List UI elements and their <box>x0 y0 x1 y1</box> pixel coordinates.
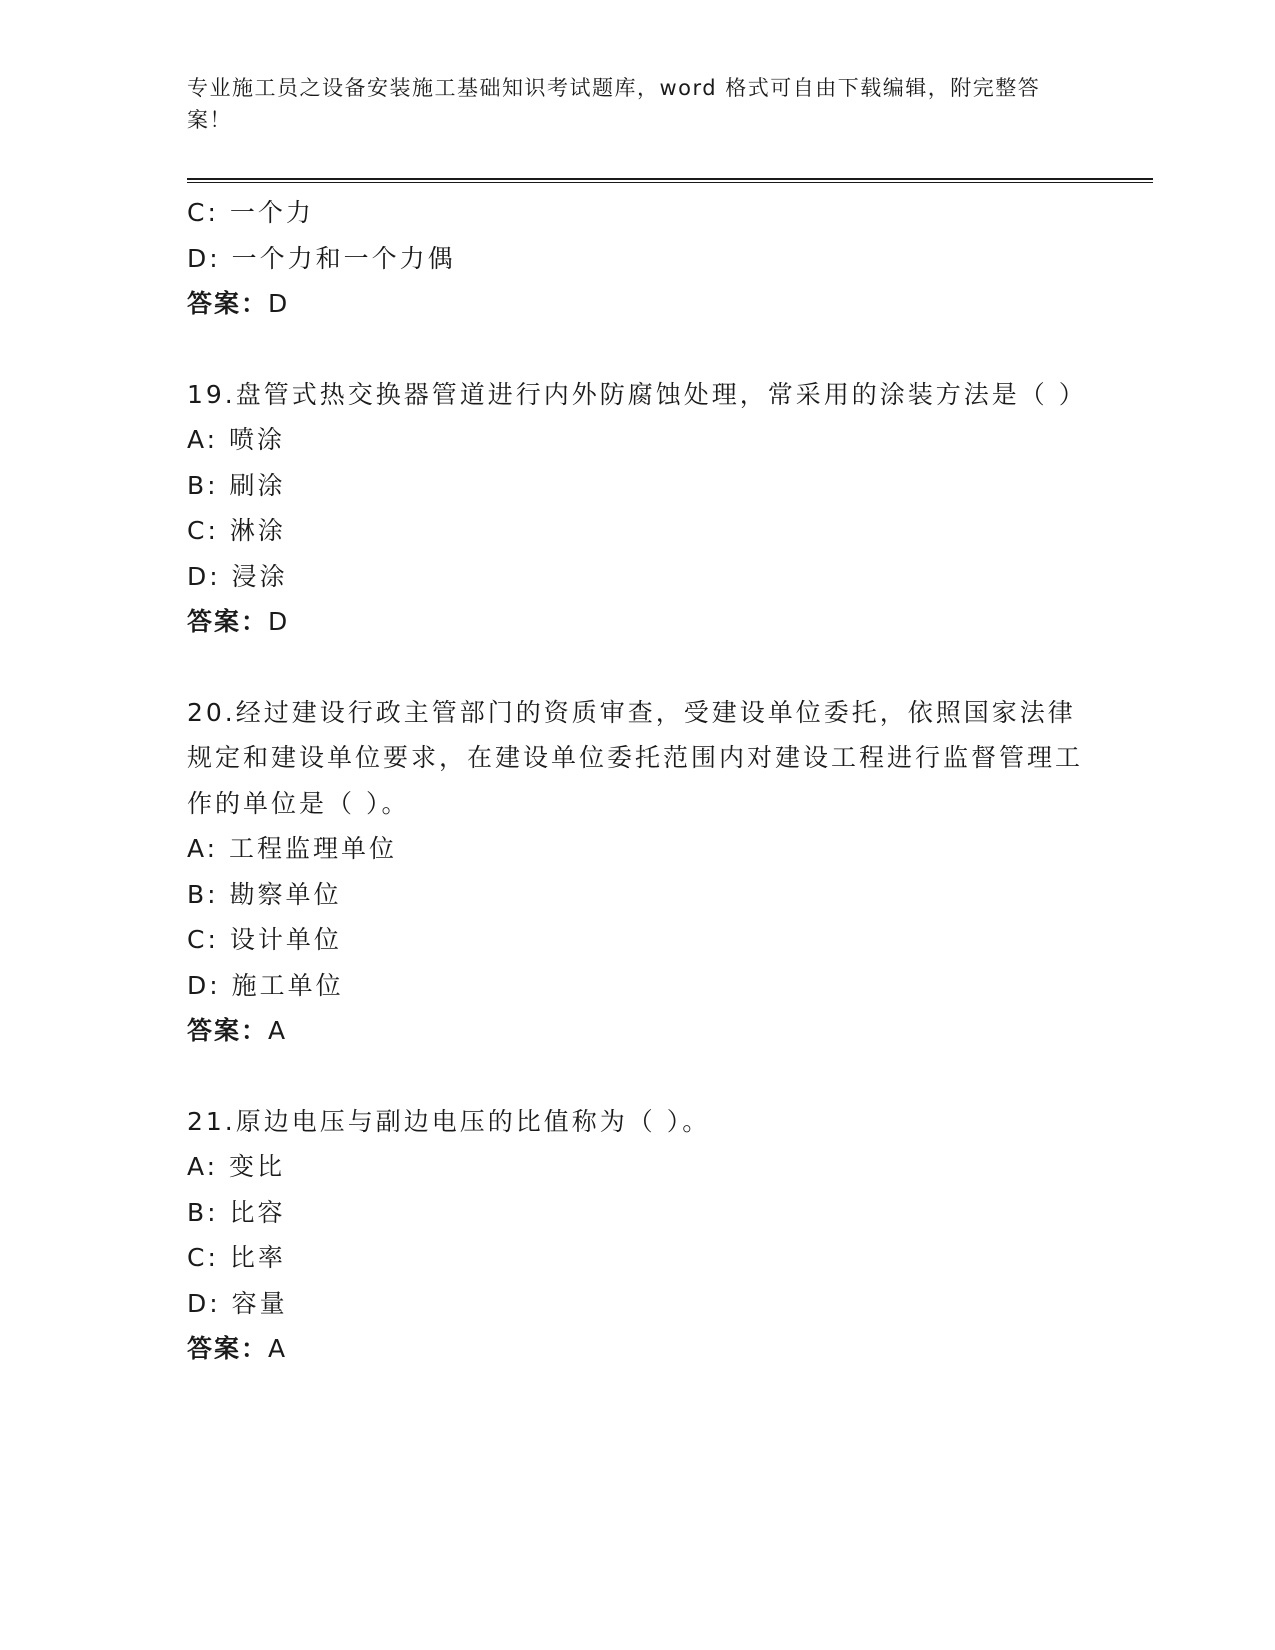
answer-label: 答案： <box>187 289 269 318</box>
option-letter: D: <box>187 561 221 591</box>
option-letter: C: <box>187 925 219 954</box>
option-text: 浸涂 <box>231 561 288 591</box>
answer-label: 答案： <box>187 1016 269 1045</box>
answer-value: A <box>268 1016 288 1045</box>
option-text: 淋涂 <box>229 516 286 545</box>
option-letter: A: <box>187 1152 219 1181</box>
option-d <box>187 963 1087 1009</box>
option-text: 一个力和一个力偶 <box>231 243 456 273</box>
answer-value: D <box>268 289 290 318</box>
answer-line <box>187 599 1087 645</box>
question-19 <box>187 372 1087 645</box>
option-a <box>187 417 1087 463</box>
option-letter: C: <box>187 1243 219 1272</box>
option-a <box>187 826 1087 872</box>
question-18 <box>187 190 1087 327</box>
option-letter: B: <box>187 1197 219 1227</box>
question-stem: 21.原边电压与副边电压的比值称为（ ）。 <box>187 1106 711 1136</box>
option-c <box>187 190 1087 236</box>
header-rule-thick <box>187 178 1153 180</box>
option-text: 喷涂 <box>229 425 286 454</box>
header-rule-thin <box>187 182 1153 183</box>
option-b <box>187 872 1087 918</box>
question-stem: 20.经过建设行政主管部门的资质审查，受建设单位委托，依照国家法律规定和建设单位要求，在建设单位委托范围内对建设工程进行监督管理工作的单位是（ ）。 <box>187 697 1084 818</box>
option-text: 比容 <box>229 1197 286 1227</box>
option-letter: C: <box>187 516 219 545</box>
option-text: 施工单位 <box>231 970 344 1000</box>
option-b <box>187 1190 1087 1236</box>
option-text: 容量 <box>231 1288 288 1318</box>
option-c <box>187 1235 1087 1281</box>
option-text: 工程监理单位 <box>229 834 398 863</box>
question-stem: 19.盘管式热交换器管道进行内外防腐蚀处理，常采用的涂装方法是（ ） <box>187 379 1087 409</box>
question-list <box>187 190 1087 1372</box>
answer-label: 答案： <box>187 1334 269 1363</box>
option-letter: A: <box>187 425 219 454</box>
option-letter: D: <box>187 243 221 273</box>
option-letter: D: <box>187 970 221 1000</box>
option-a <box>187 1144 1087 1190</box>
option-text: 变比 <box>229 1152 286 1181</box>
option-c <box>187 917 1087 963</box>
option-text: 比率 <box>229 1243 286 1272</box>
answer-line <box>187 1326 1087 1372</box>
option-text: 勘察单位 <box>229 879 342 909</box>
option-d <box>187 1281 1087 1327</box>
option-c <box>187 508 1087 554</box>
option-d <box>187 236 1087 282</box>
option-letter: A: <box>187 834 219 863</box>
question-21 <box>187 1099 1087 1372</box>
option-letter: D: <box>187 1288 221 1318</box>
question-20 <box>187 690 1087 1054</box>
option-d <box>187 554 1087 600</box>
option-letter: B: <box>187 470 219 500</box>
option-b <box>187 463 1087 509</box>
option-text: 刷涂 <box>229 470 286 500</box>
option-letter: C: <box>187 198 219 227</box>
answer-value: D <box>268 607 290 636</box>
answer-label: 答案： <box>187 607 269 636</box>
answer-line <box>187 1008 1087 1054</box>
option-text: 设计单位 <box>229 925 342 954</box>
answer-line <box>187 281 1087 327</box>
page-header: 专业施工员之设备安装施工基础知识考试题库，word 格式可自由下载编辑，附完整答案！ <box>187 76 1041 132</box>
answer-value: A <box>268 1334 288 1363</box>
option-letter: B: <box>187 879 219 909</box>
option-text: 一个力 <box>229 198 314 227</box>
